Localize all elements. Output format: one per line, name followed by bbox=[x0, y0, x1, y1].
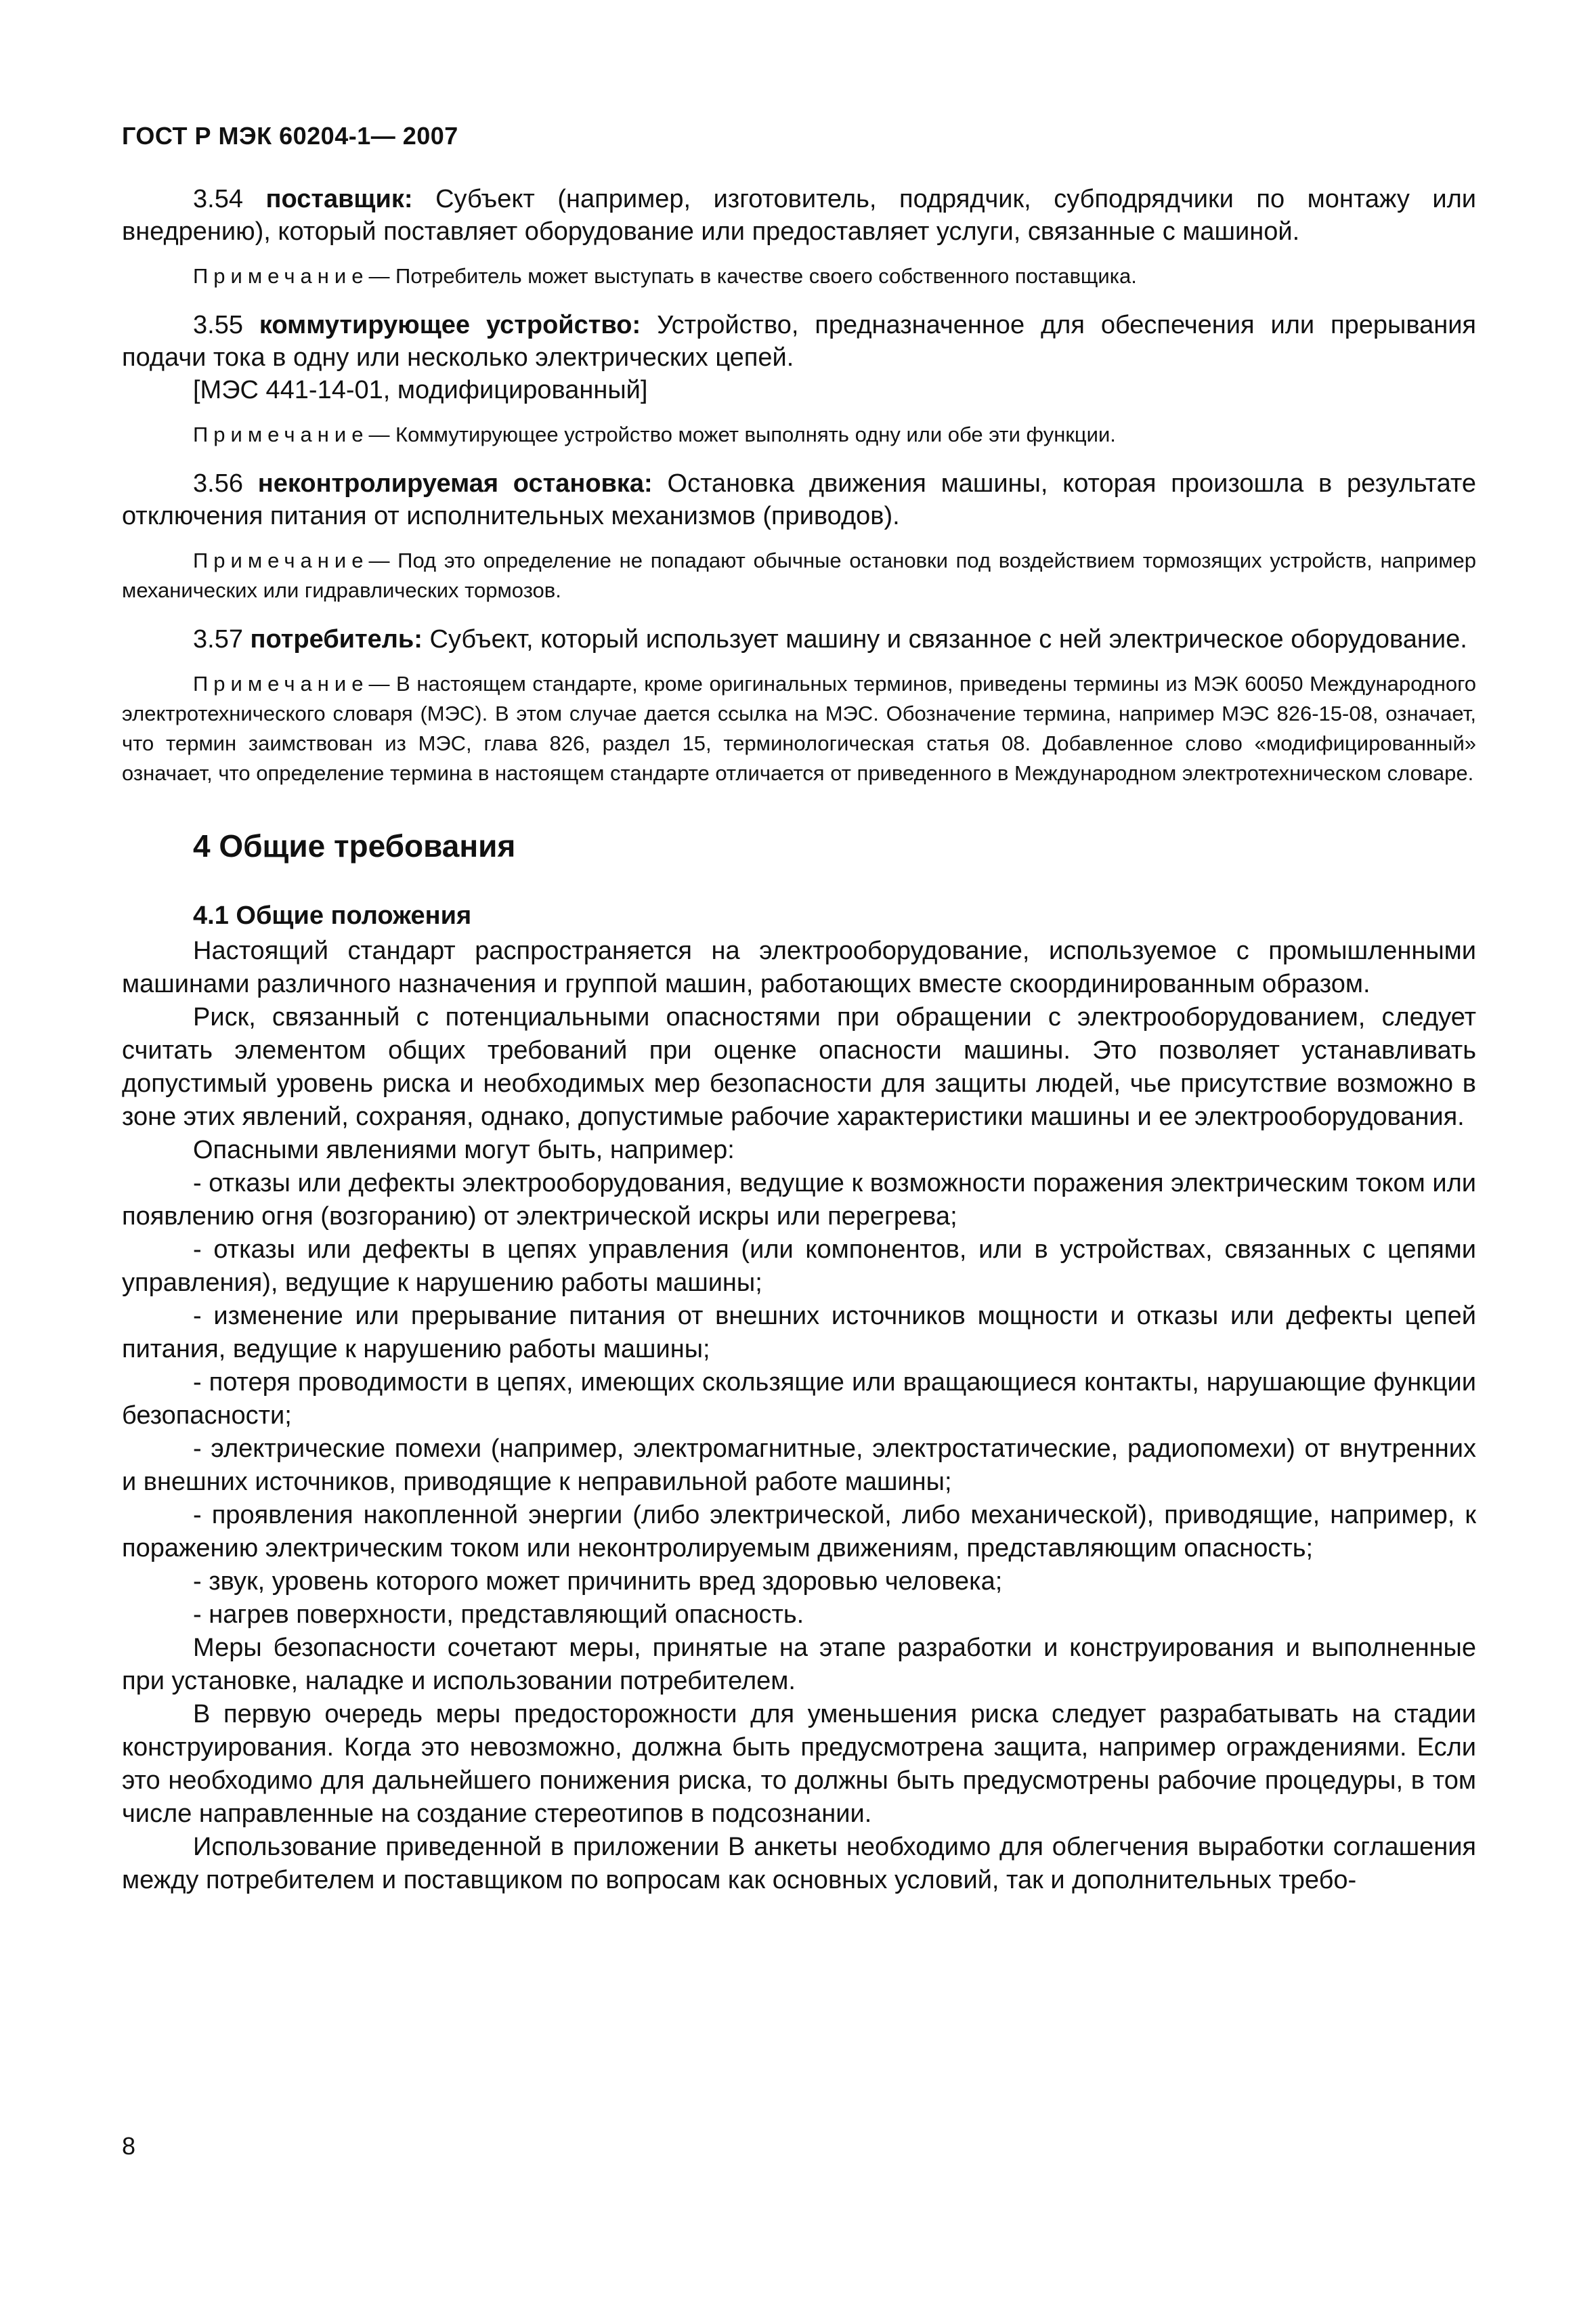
paragraph: Меры безопасности сочетают меры, принятые на этапе разработки и конструирования и выполненные при установке, наладке и использовании потребителем. bbox=[122, 1634, 1476, 1695]
definition-term: потребитель: bbox=[250, 625, 423, 654]
paragraph: Риск, связанный с потенциальными опасностями при обращении с электрооборудованием, следует считать элементом общих требований при оценке опасности машины. Это позволяет устанавливать допустимый уровень риска и необходимых мер безопасности для защиты людей, чье присутствие возможно в зоне этих явлений, сохраняя, однако, допустимые рабочие характеристики машины и ее электрооборудования. bbox=[122, 1003, 1476, 1131]
note-label: Примечание bbox=[193, 672, 369, 696]
note-label: Примечание bbox=[193, 423, 369, 446]
list-item: - нагрев поверхности, представляющий опасность. bbox=[193, 1600, 804, 1629]
definition-term: неконтролируемая остановка: bbox=[257, 469, 653, 498]
list-item: - звук, уровень которого может причинить вред здоровью человека; bbox=[193, 1567, 1003, 1596]
definition-term: коммутирующее устройство: bbox=[259, 311, 641, 339]
note-text: — Под это определение не попадают обычные остановки под воздействием тормозящих устройств, например механических или гидравлических тормозов. bbox=[122, 549, 1476, 602]
note-label: Примечание bbox=[193, 264, 369, 288]
paragraph: В первую очередь меры предосторожности для уменьшения риска следует разрабатывать на стадии конструирования. Когда это невозможно, должна быть предусмотрена защита, например ограждениями. Если это необходимо для дальнейшего понижения риска, то должны быть предусмотрены рабочие процедуры, в том числе направленные на создание стереотипов в подсознании. bbox=[122, 1700, 1476, 1828]
definition-3-54 bbox=[122, 183, 1476, 248]
note-text: — Потребитель может выступать в качестве своего собственного поставщика. bbox=[368, 264, 1137, 288]
definition-number: 3.56 bbox=[193, 469, 243, 498]
list-item: - потеря проводимости в цепях, имеющих скользящие или вращающиеся контакты, нарушающие функции безопасности; bbox=[122, 1368, 1476, 1430]
definition-text: Субъект, который использует машину и связанное с ней электрическое оборудование. bbox=[429, 625, 1467, 654]
list-item: - отказы или дефекты в цепях управления (или компонентов, или в устройствах, связанных с цепями управления), ведущие к нарушению работы машины; bbox=[122, 1235, 1476, 1297]
note-3-55 bbox=[122, 420, 1476, 450]
list-item: - изменение или прерывание питания от внешних источников мощности и отказы или дефекты цепей питания, ведущие к нарушению работы машины; bbox=[122, 1302, 1476, 1363]
list-item: - отказы или дефекты электрооборудования, ведущие к возможности поражения электрическим током или появлению огня (возгоранию) от электрической искры или перегрева; bbox=[122, 1169, 1476, 1231]
paragraph: Настоящий стандарт распространяется на электрооборудование, используемое с промышленными машинами различного назначения и группой машин, работающих вместе скоординированным образом. bbox=[122, 937, 1476, 998]
note-3-57 bbox=[122, 669, 1476, 788]
document-header: ГОСТ Р МЭК 60204-1— 2007 bbox=[122, 122, 458, 150]
definition-text: Устройство, предназначенное для обеспечения или прерывания подачи тока в одну или несколько электрических цепей. bbox=[122, 311, 1477, 372]
definition-3-55 bbox=[122, 309, 1476, 374]
definition-number: 3.54 bbox=[193, 185, 243, 213]
definition-number: 3.57 bbox=[193, 625, 243, 654]
note-text: — В настоящем стандарте, кроме оригинальных терминов, приведены термины из МЭК 60050 Международного электротехнического словаря (МЭС). В этом случае дается ссылка на МЭС. Обозначение термина, например МЭС 826-15-08, означает, что термин заимствован из МЭС, глава 826, раздел 15, терминологическая статья 08. Добавленное слово «модифицированный» означает, что определение термина в настоящем стандарте отличается от приведенного в Международном электротехническом словаре. bbox=[122, 672, 1476, 785]
subsection-title: 4.1 Общие положения bbox=[193, 901, 472, 930]
paragraph: Использование приведенной в приложении В анкеты необходимо для облегчения выработки соглашения между потребителем и поставщиком по вопросам как основных условий, так и дополнительных требо- bbox=[122, 1833, 1476, 1894]
definition-text: Остановка движения машины, которая произошла в результате отключения питания от исполнительных механизмов (приводов). bbox=[122, 469, 1477, 530]
definition-number: 3.55 bbox=[193, 311, 243, 339]
definition-term: поставщик: bbox=[265, 185, 413, 213]
note-text: — Коммутирующее устройство может выполнять одну или обе эти функции. bbox=[368, 423, 1116, 446]
definition-reference: [МЭС 441-14-01, модифицированный] bbox=[193, 376, 648, 404]
list-item: - проявления накопленной энергии (либо электрической, либо механической), приводящие, например, к поражению электрическим током или неконтролируемым движениям, представляющим опасность; bbox=[122, 1501, 1476, 1562]
note-label: Примечание bbox=[193, 549, 369, 572]
page-number: 8 bbox=[122, 2132, 136, 2160]
note-3-56 bbox=[122, 546, 1476, 605]
list-item: - электрические помехи (например, электромагнитные, электростатические, радиопомехи) от внутренних и внешних источников, приводящие к неправильной работе машины; bbox=[122, 1434, 1476, 1496]
note-3-54 bbox=[122, 261, 1476, 291]
definition-3-57 bbox=[122, 623, 1476, 656]
document-page bbox=[122, 122, 1476, 1897]
definition-3-56 bbox=[122, 467, 1476, 532]
paragraph: Опасными явлениями могут быть, например: bbox=[193, 1136, 735, 1164]
section-title: 4 Общие требования bbox=[193, 828, 516, 864]
definition-text: Субъект (например, изготовитель, подрядчик, субподрядчики по монтажу или внедрению), который поставляет оборудование или предоставляет услуги, связанные с машиной. bbox=[122, 185, 1477, 246]
